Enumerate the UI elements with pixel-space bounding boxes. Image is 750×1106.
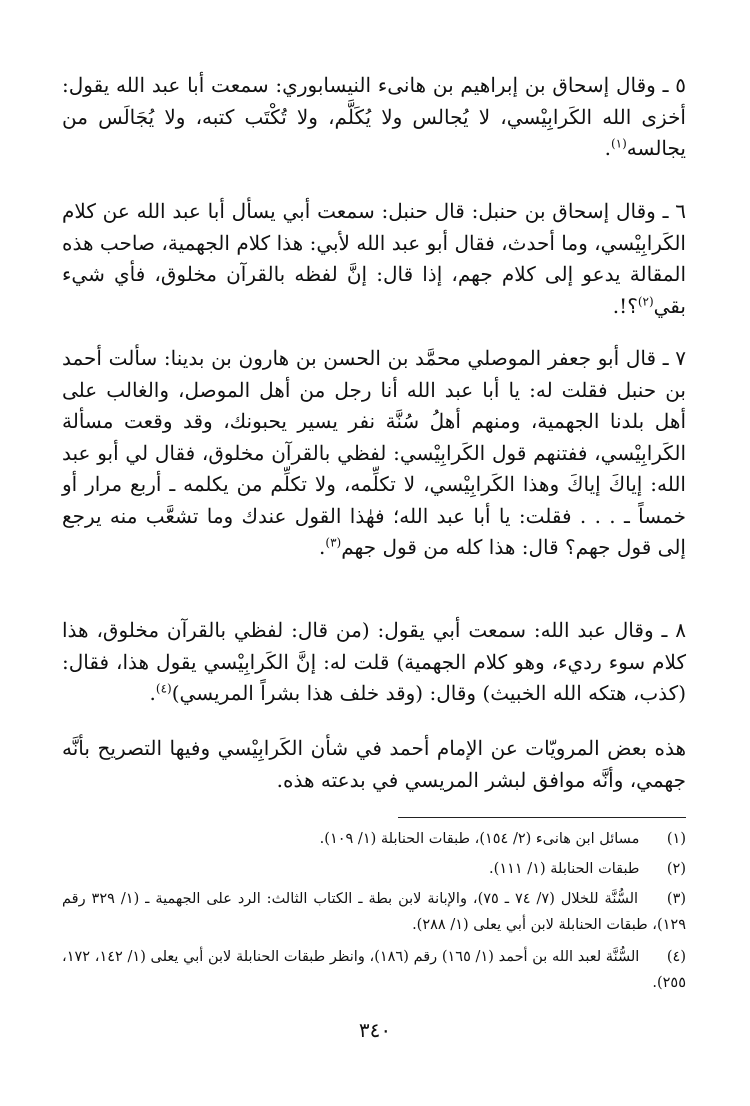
footnote-text: السُّنَّة لعبد الله بن أحمد (١/ ١٦٥) رقم (١٨٦)، وانظر طبقات الحنابلة لابن أبي يعلى (١/ ١٤٢، ١٧٢، ٢٥٥). xyxy=(62,949,686,991)
footnote-text: السُّنَّة للخلال (٧/ ٧٤ ـ ٧٥)، والإبانة لابن بطة ـ الكتاب الثالث: الرد على الجهمية ـ (١/ ٣٢٩ رقم ١٢٩)، طبقات الحنابلة لابن أبي يعلى (١/ ٢٨٨). xyxy=(62,891,686,933)
paragraph-summary xyxy=(62,733,686,796)
footnote-divider xyxy=(398,817,686,818)
paragraph-5 xyxy=(62,70,686,165)
paragraph-text: ٦ ـ وقال إسحاق بن حنبل: قال حنبل: سمعت أبي يسأل أبا عبد الله عن كلام الكَرابِيْسي، وما أحدث، فقال أبو عبد الله لأبي: هذا كلام الجهمية، صاحب هذه المقالة يدعو إلى كلام جهم، إذا قال: إنَّ لفظه بالقرآن مخلوق، فأي شيء بقي xyxy=(62,199,686,318)
paragraph-tail: . xyxy=(604,136,611,160)
paragraph-6 xyxy=(62,196,686,322)
paragraph-text: ٧ ـ قال أبو جعفر الموصلي محمَّد بن الحسن بن هارون بن بدينا: سألت أحمد بن حنبل فقلت له: يا أبا عبد الله أنا رجل من أهل الموصل، والغالب على أهل بلدنا الجهمية، ومنهم أهلُ سُنَّة نفر يسير يحبونك، وقد وقعت مسألة الكَرابِيْسي، ففتنهم قول الكَرابِيْسي: لفظي بالقرآن مخلوق، فقال لي أبو عبد الله: إياكَ إياكَ وهذا الكَرابِيْسي، لا تكلِّمه، ولا تكلِّم من يكلمه ـ أربع مرار أو خمساً ـ . . . فقلت: يا أبا عبد الله؛ فهٰذا القول عندك وما تشعَّب منه يرجع إلى قول جهم؟ قال: هذا كله من قول جهم xyxy=(62,346,686,559)
paragraph-text: هذه بعض المرويّات عن الإمام أحمد في شأن الكَرابِيْسي وفيها التصريح بأنَّه جهمي، وأنَّه موافق لبشر المريسي في بدعته هذه. xyxy=(62,736,686,792)
paragraph-8 xyxy=(62,615,686,710)
footnote-1 xyxy=(62,826,686,852)
footnote-text: مسائل ابن هانىء (٢/ ١٥٤)، طبقات الحنابلة (١/ ١٠٩). xyxy=(319,831,640,847)
footnote-number: (٢) xyxy=(666,861,686,877)
footnote-text: طبقات الحنابلة (١/ ١١١). xyxy=(489,861,640,877)
footnote-number: (٣) xyxy=(666,891,687,907)
paragraph-7 xyxy=(62,343,686,564)
paragraph-text: ٨ ـ وقال عبد الله: سمعت أبي يقول: (من قال: لفظي بالقرآن مخلوق، هذا كلام سوء رديء، وهو كلام الجهمية) قلت له: إنَّ الكَرابِيْسي يقول هذا، فقال: (كذب، هتكه الله الخبيث) وقال: (وقد خلف هذا بشراً المريسي) xyxy=(62,618,686,705)
footnote-ref[interactable]: (٢) xyxy=(637,293,654,308)
paragraph-text: ٥ ـ وقال إسحاق بن إبراهيم بن هانىء النيسابوري: سمعت أبا عبد الله يقول: أخزى الله الكَرابِيْسي، لا يُجالس ولا يُكَلَّم، ولا تُكْتَب كتبه، ولا يُجَالَس من يجالسه xyxy=(62,73,686,160)
footnote-number: (١) xyxy=(666,831,686,847)
footnote-ref[interactable]: (٤) xyxy=(155,681,172,696)
paragraph-tail: . xyxy=(319,535,326,559)
footnote-ref[interactable]: (١) xyxy=(610,136,627,151)
footnote-number: (٤) xyxy=(666,949,687,965)
footnote-2 xyxy=(62,856,686,882)
footnote-4 xyxy=(62,944,686,996)
footnote-ref[interactable]: (٣) xyxy=(325,535,342,550)
footnote-3 xyxy=(62,886,686,938)
paragraph-tail: ؟!. xyxy=(612,293,638,318)
page-number: ٣٤٠ xyxy=(358,1018,392,1042)
paragraph-tail: . xyxy=(149,681,156,705)
